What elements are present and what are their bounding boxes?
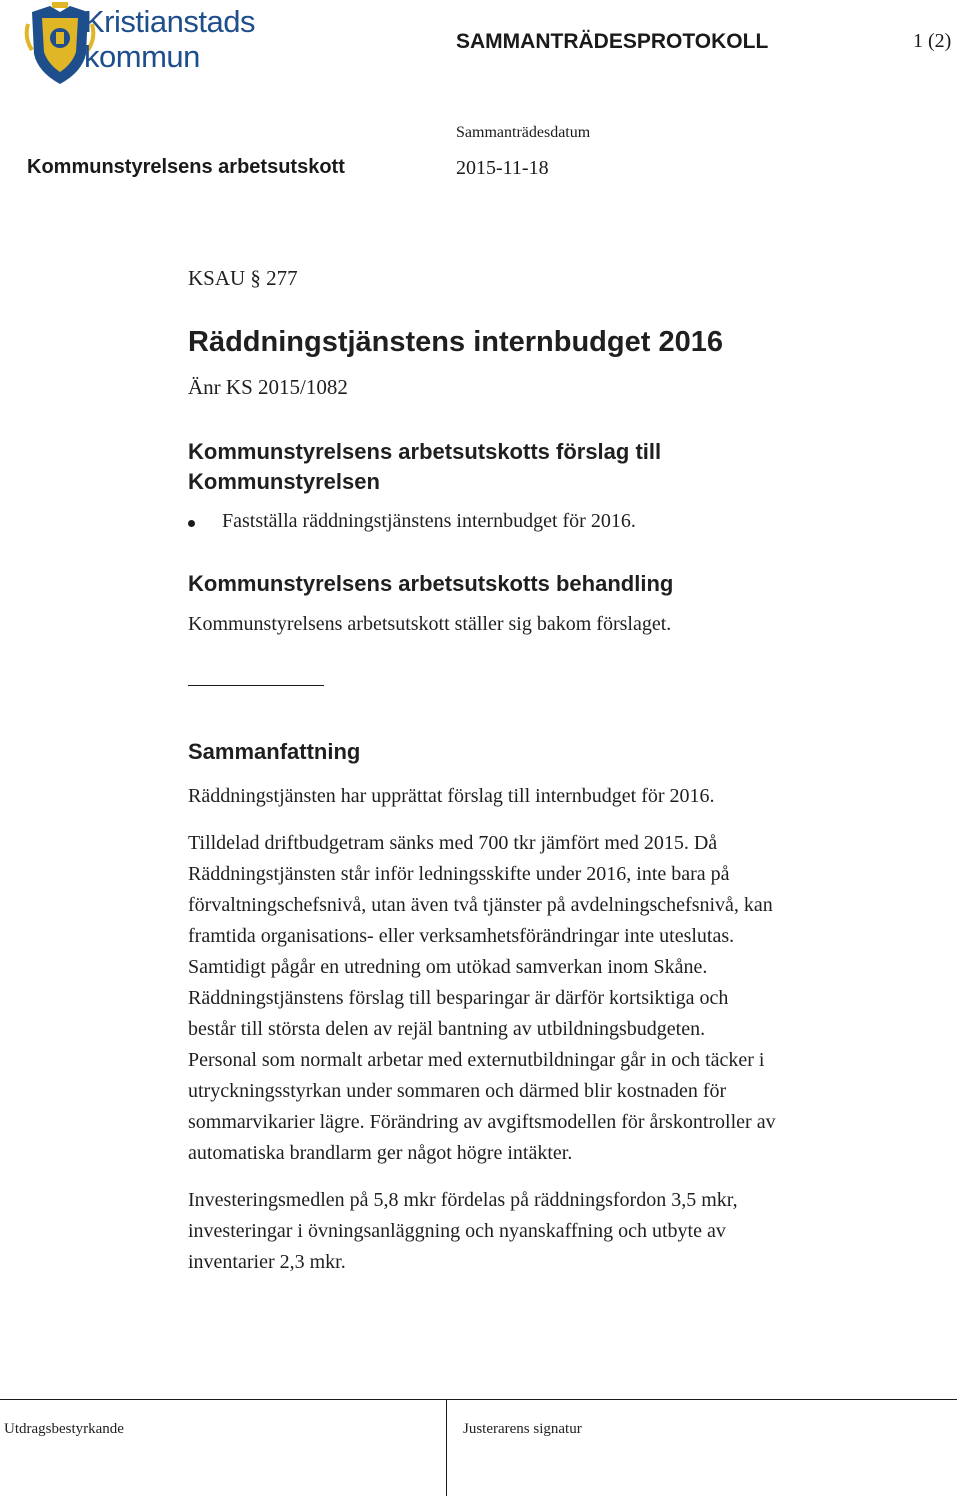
paragraph-line: framtida organisations- eller verksamhetsförändringar inte uteslutas.: [188, 925, 735, 947]
logo-line-2: kommun: [84, 39, 200, 74]
paragraph-line: förvaltningschefsnivå, utan även två tjänster på avdelningschefsnivå, kan: [188, 894, 773, 916]
paragraph-line: automatiska brandlarm ger något högre intäkter.: [188, 1142, 573, 1164]
date-label: Sammanträdesdatum: [456, 124, 591, 141]
paragraph-line: investeringar i övningsanläggning och nyanskaffning och utbyte av: [188, 1220, 726, 1242]
page-number: 1 (2): [913, 30, 952, 52]
proposal-bullet-text: Fastställa räddningstjänstens internbudget för 2016.: [222, 510, 636, 532]
paragraph-line: utryckningsstyrkan under sommaren och därmed blir kostnaden för: [188, 1080, 727, 1102]
document-type: SAMMANTRÄDESPROTOKOLL: [456, 30, 769, 53]
logo-line-1: Kristianstads: [84, 4, 255, 39]
paragraph-line: inventarier 2,3 mkr.: [188, 1251, 346, 1273]
meeting-date: 2015-11-18: [456, 157, 549, 179]
paragraph-line: sommarvikarier lägre. Förändring av avgiftsmodellen för årskontroller av: [188, 1111, 776, 1133]
treatment-heading: Kommunstyrelsens arbetsutskotts behandling: [188, 571, 674, 596]
paragraph-line: består till största delen av rejäl bantning av utbildningsbudgeten.: [188, 1018, 706, 1040]
page-title: Räddningstjänstens internbudget 2016: [188, 326, 723, 358]
proposal-heading-line-1: Kommunstyrelsens arbetsutskotts förslag till: [188, 439, 662, 464]
summary-paragraph-2: [188, 828, 888, 1169]
section-divider: [188, 685, 324, 686]
footer-rule: [0, 1399, 957, 1400]
summary-heading: Sammanfattning: [188, 739, 361, 764]
bullet-icon: [188, 520, 195, 527]
paragraph-line: Tilldelad driftbudgetram sänks med 700 tkr jämfört med 2015. Då: [188, 832, 718, 854]
paragraph-line: Personal som normalt arbetar med externutbildningar går in och täcker i: [188, 1049, 765, 1071]
proposal-heading-line-2: Kommunstyrelsen: [188, 469, 380, 494]
summary-paragraph-3: [188, 1185, 888, 1278]
section-reference: KSAU § 277: [188, 266, 298, 290]
paragraph-line: Räddningstjänsten står inför ledningsskifte under 2016, inte bara på: [188, 863, 730, 885]
footer-divider: [446, 1400, 447, 1496]
treatment-text: Kommunstyrelsens arbetsutskott ställer sig bakom förslaget.: [188, 613, 672, 635]
certification-label: Utdragsbestyrkande: [4, 1421, 124, 1437]
municipality-logo: [22, 2, 302, 88]
paragraph-line: Samtidigt pågår en utredning om utökad samverkan inom Skåne.: [188, 956, 708, 978]
committee-name: Kommunstyrelsens arbetsutskott: [27, 156, 345, 178]
summary-paragraph-1: Räddningstjänsten har upprättat förslag till internbudget för 2016.: [188, 785, 715, 807]
paragraph-line: Investeringsmedlen på 5,8 mkr fördelas på räddningsfordon 3,5 mkr,: [188, 1189, 738, 1211]
paragraph-line: Räddningstjänstens förslag till besparingar är därför kortsiktiga och: [188, 987, 729, 1009]
case-number: Änr KS 2015/1082: [188, 375, 348, 399]
logo-wordmark: [84, 4, 255, 74]
signature-label: Justerarens signatur: [463, 1421, 582, 1437]
proposal-heading: [188, 437, 888, 497]
